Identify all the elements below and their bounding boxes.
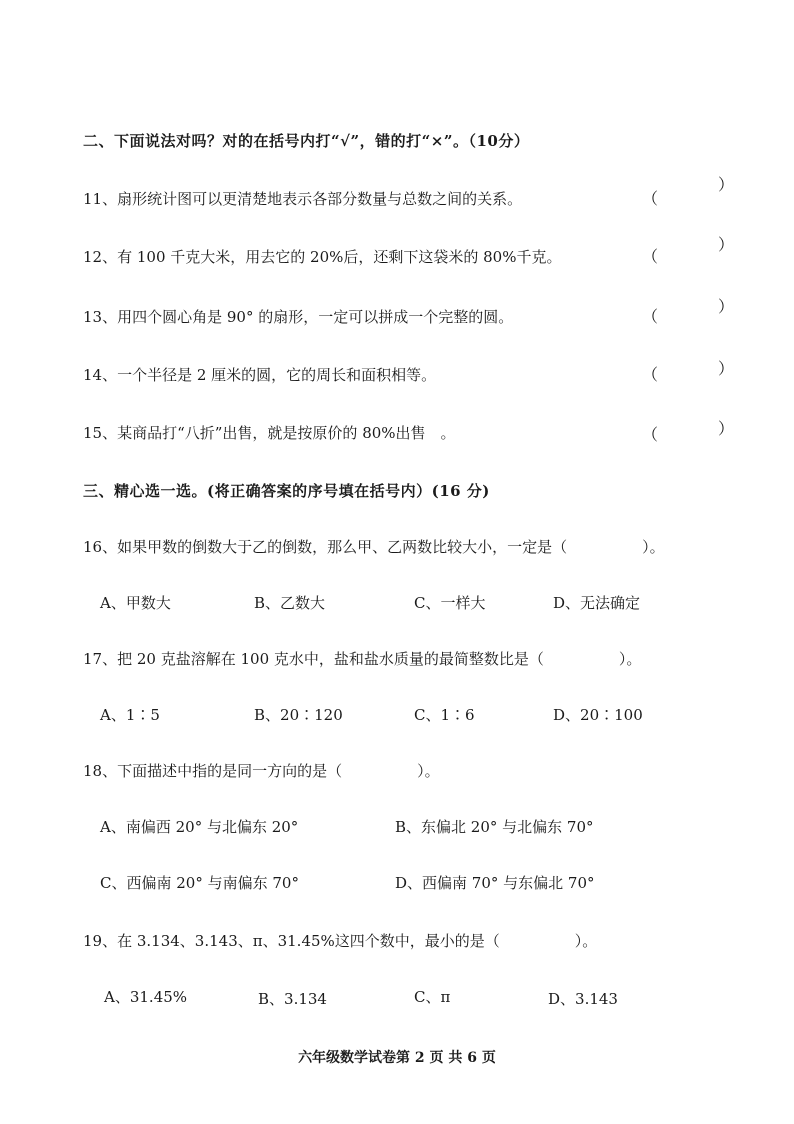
- answer-paren-open-13: （: [642, 307, 659, 326]
- answer-paren-open-15: （: [642, 425, 659, 444]
- answer-paren-close-11: ）: [718, 175, 735, 194]
- question-13: 13、用四个圆心角是 90° 的扇形，一定可以拼成一个完整的圆。: [83, 308, 514, 326]
- question-15: 15、某商品打“八折”出售，就是按原价的 80%出售 。: [83, 424, 456, 442]
- q18-option-b: B、东偏北 20° 与北偏东 70°: [395, 818, 594, 836]
- q19-option-b: B、3.134: [258, 990, 327, 1008]
- answer-paren-open-12: （: [642, 247, 659, 266]
- q16-option-d: D、无法确定: [553, 594, 641, 612]
- answer-paren-close-12: ）: [718, 235, 735, 254]
- answer-paren-close-14: ）: [718, 359, 735, 378]
- answer-paren-open-14: （: [642, 365, 659, 384]
- q17-option-a: A、1∶5: [100, 706, 160, 724]
- question-18: 18、下面描述中指的是同一方向的是（ ）。: [83, 762, 440, 780]
- question-12: 12、有 100 千克大米，用去它的 20%后，还剩下这袋米的 80%千克。: [83, 248, 562, 266]
- q16-option-b: B、乙数大: [254, 594, 326, 612]
- q18-option-d: D、西偏南 70° 与东偏北 70°: [395, 874, 595, 892]
- q17-option-b: B、20∶120: [254, 706, 343, 724]
- q19-option-d: D、3.143: [548, 990, 618, 1008]
- question-19: 19、在 3.134、3.143、π、31.45%这四个数中，最小的是（ ）。: [83, 932, 598, 950]
- question-14: 14、一个半径是 2 厘米的圆，它的周长和面积相等。: [83, 366, 437, 384]
- answer-paren-close-13: ）: [718, 297, 735, 316]
- q16-option-a: A、甲数大: [100, 594, 171, 612]
- section-2-heading: 二、下面说法对吗？对的在括号内打“√”，错的打“×”。（10分）: [83, 132, 530, 150]
- q19-option-c: C、π: [414, 988, 451, 1006]
- answer-paren-open-11: （: [642, 189, 659, 208]
- question-16: 16、如果甲数的倒数大于乙的倒数，那么甲、乙两数比较大小，一定是（ ）。: [83, 538, 665, 556]
- answer-paren-close-15: ）: [718, 419, 735, 438]
- question-17: 17、把 20 克盐溶解在 100 克水中，盐和盐水质量的最简整数比是（ ）。: [83, 650, 642, 668]
- q17-option-c: C、1∶6: [414, 706, 475, 724]
- section-3-heading: 三、精心选一选。(将正确答案的序号填在括号内）(16 分): [83, 482, 490, 500]
- q16-option-c: C、一样大: [414, 594, 486, 612]
- q18-option-c: C、西偏南 20° 与南偏东 70°: [100, 874, 299, 892]
- q19-option-a: A、31.45%: [104, 988, 188, 1006]
- question-11: 11、扇形统计图可以更清楚地表示各部分数量与总数之间的关系。: [83, 190, 523, 208]
- q18-option-a: A、南偏西 20° 与北偏东 20°: [100, 818, 299, 836]
- q17-option-d: D、20∶100: [553, 706, 643, 724]
- page-footer: 六年级数学试卷第 2 页 共 6 页: [298, 1050, 496, 1066]
